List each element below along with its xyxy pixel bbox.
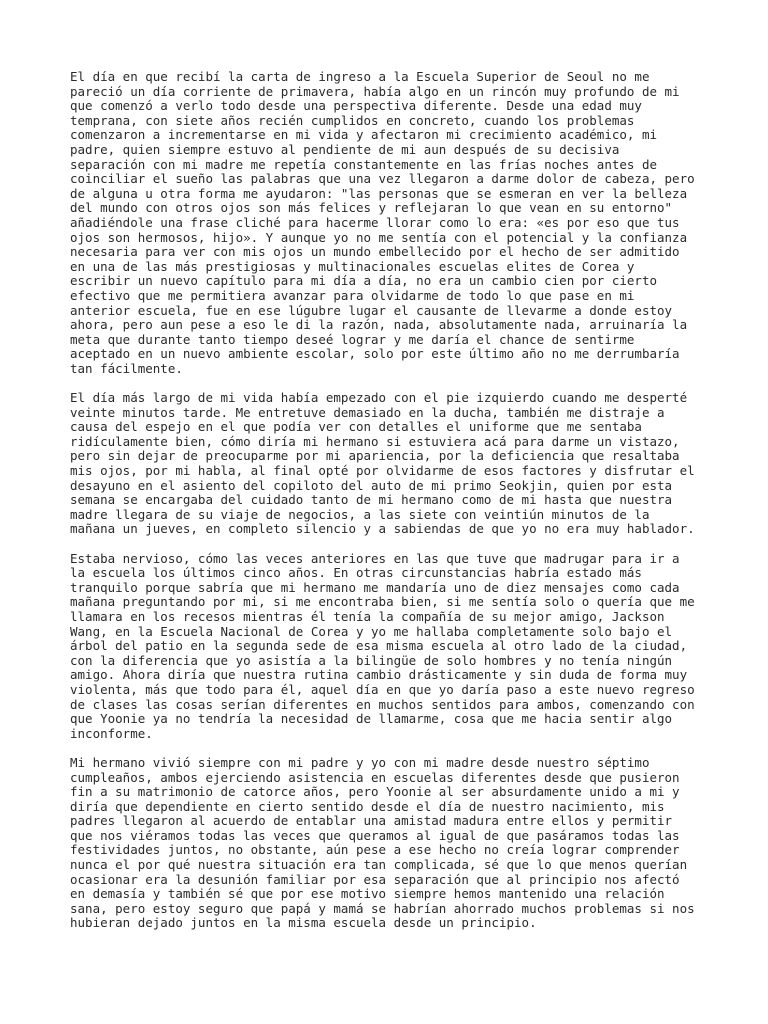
paragraph-3: Estaba nervioso, cómo las veces anteriores en las que tuve que madrugar para ir a la escuela los últimos cinco años. En otras circunstancias habría estado más tranquilo porque sabría que mi hermano me mandaría uno de diez mensajes como cada mañana preguntando por mi, si me encontraba bien, si me sentía solo o quería que me llamara en los recesos mientras él tenía la compañía de su mejor amigo, Jackson Wang, en la Escuela Nacional de Corea y yo me hallaba completamente solo bajo el árbol del patio en la segunda sede de esa misma escuela al otro lado de la ciudad, con la diferencia que yo asistía a la bilingüe de solo hombres y no tenía ningún amigo. Ahora diría que nuestra rutina cambio drásticamente y sin duda de forma muy violenta, más que todo para él, aquel día en que yo daría paso a este nuevo regreso de clases las cosas serían diferentes en muchos sentidos para ambos, comenzando con que Yoonie ya no tendría la necesidad de llamarme, cosa que me hacia sentir algo inconforme.: [70, 550, 695, 741]
paragraph-2: El día más largo de mi vida había empezado con el pie izquierdo cuando me desperté veinte minutos tarde. Me entretuve demasiado en la ducha, también me distraje a causa del espejo en el que podía ver con detalles el uniforme que me sentaba ridículamente bien, cómo diría mi hermano si estuviera acá para darme un vistazo, pero sin dejar de preocuparme por mi apariencia, por la deficiencia que resaltaba mis ojos, por mi habla, al final opté por olvidarme de esos factores y disfrutar el desayuno en el asiento del copiloto del auto de mi primo Seokjin, quien por esta semana se encargaba del cuidado tanto de mi hermano como de mi hasta que nuestra madre llegara de su viaje de negocios, a las siete con veintiún minutos de la mañana un jueves, en completo silencio y a sabiendas de que yo no era muy hablador.: [70, 390, 695, 537]
paragraph-4: Mi hermano vivió siempre con mi padre y yo con mi madre desde nuestro séptimo cumpleaños, ambos ejerciendo asistencia en escuelas diferentes desde que pusieron fin a su matrimonio de catorce años, pero Yoonie al ser absurdamente unido a mi y diría que dependiente en cierto sentido desde el día de nuestro nacimiento, mis padres llegaron al acuerdo de entablar una amistad madura entre ellos y permitir que nos viéramos todas las veces que queramos al igual de que pasáramos todas las festividades juntos, no obstante, aún pese a ese hecho no creía lograr comprender nunca el por qué nuestra situación era tan complicada, sé que lo que menos querían ocasionar era la desunión familiar por esa separación que al principio nos afectó en demasía y también sé que por ese motivo siempre hemos mantenido una relación sana, pero estoy seguro que papá y mamá se habrían ahorrado muchos problemas si nos hubieran dejado juntos en la misma escuela desde un principio.: [70, 754, 695, 931]
paragraph-1: El día en que recibí la carta de ingreso a la Escuela Superior de Seoul no me pareció un día corriente de primavera, había algo en un rincón muy profundo de mi que comenzó a verlo todo desde una perspectiva diferente. Desde una edad muy temprana, con siete años recién cumplidos en concreto, cuando los problemas comenzaron a incrementarse en mi vida y afectaron mi crecimiento académico, mi padre, quien siempre estuvo al pendiente de mi aun después de su decisiva separación con mi madre me repetía constantemente en las frías noches antes de coinciliar el sueño las palabras que una vez llegaron a darme dolor de cabeza, pero de alguna u otra forma me ayudaron: "las personas que se esmeran en ver la belleza del mundo con otros ojos son más felices y reflejaran lo que vean en su entorno" añadiéndole una frase cliché para hacerme llorar como lo era: «es por eso que tus ojos son hermosos, hijo». Y aunque yo no me sentía con el potencial y la confianza necesaria para ver con mis ojos un mundo embellecido por el hecho de ser admitido en una de las más prestigiosas y multinacionales escuelas elites de Corea y escribir un nuevo capítulo para mi día a día, no era un cambio cien por cierto efectivo que me permitiera avanzar para olvidarme de todo lo que pase en mi anterior escuela, fue en ese lúgubre lugar el causante de llevarme a donde estoy ahora, pero aun pese a eso le di la razón, nada, absolutamente nada, arruinaría la meta que durante tanto tiempo deseé lograr y me daría el chance de sentirme aceptado en un nuevo ambiente escolar, solo por este último año no me derrumbaría tan fácilmente.: [70, 69, 695, 376]
document-page: [70, 70, 700, 946]
